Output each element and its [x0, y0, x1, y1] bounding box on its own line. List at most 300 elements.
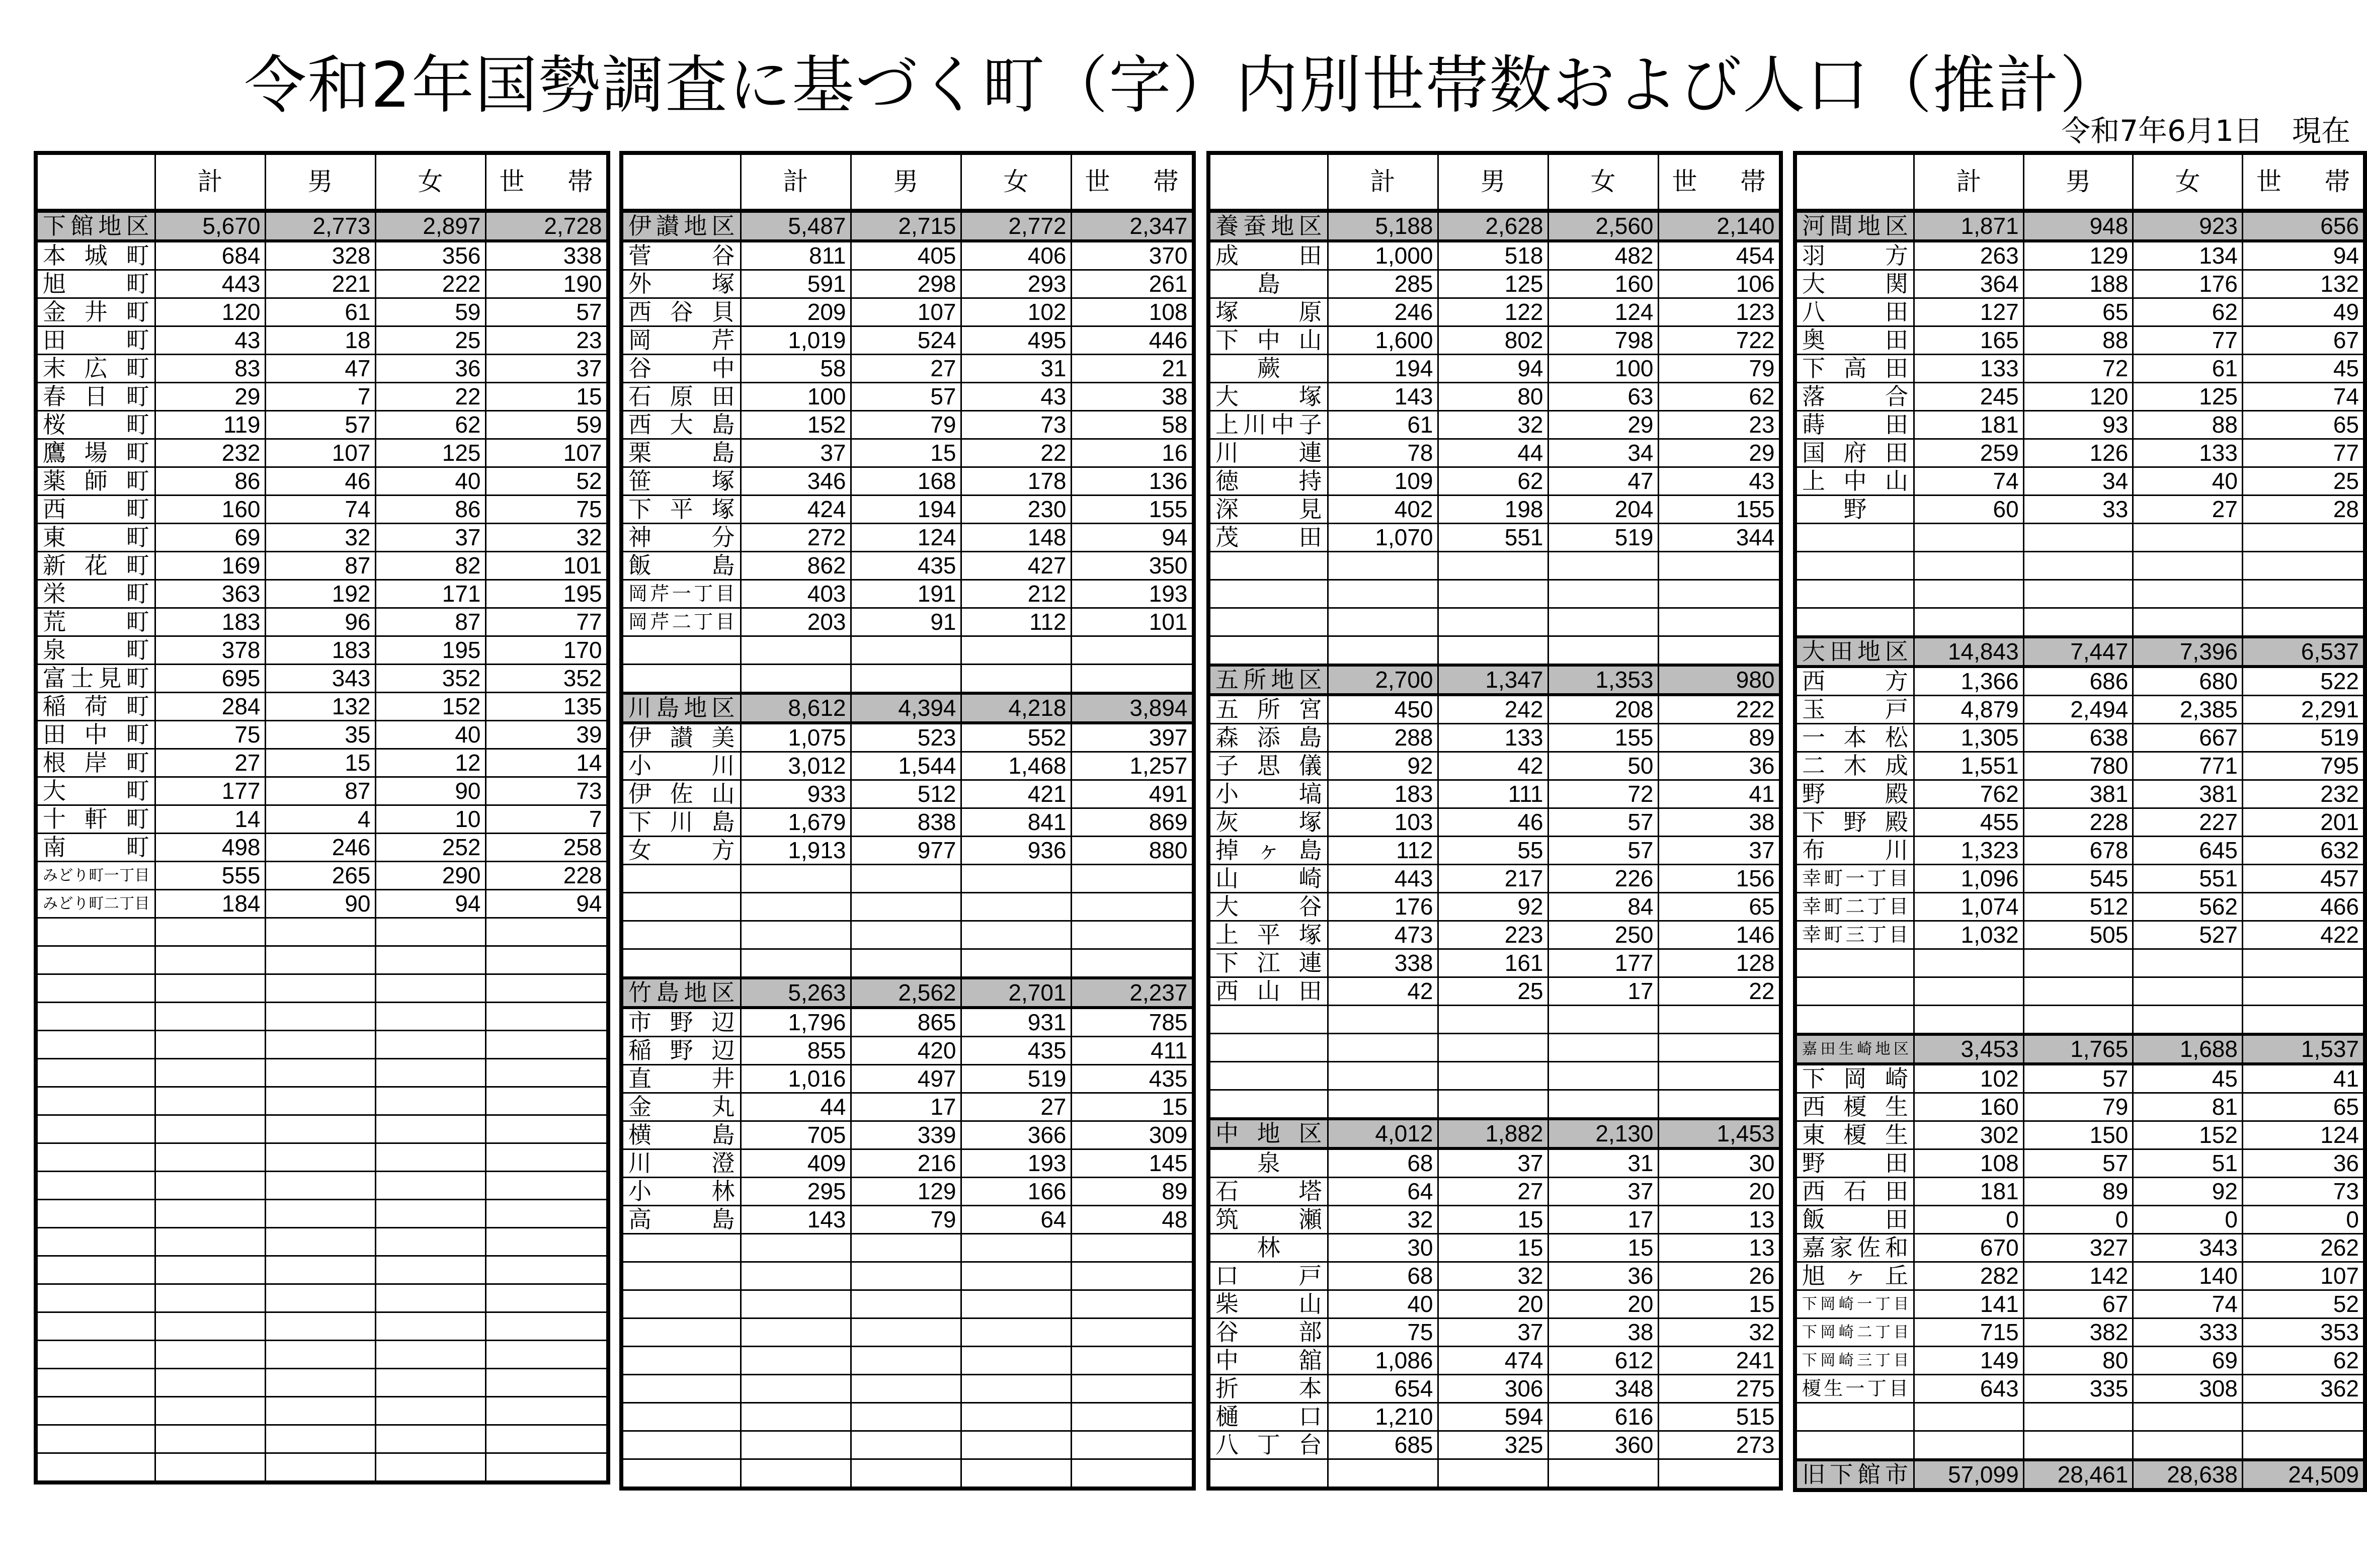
table-row [1795, 1347, 2365, 1375]
empty-cell [1914, 1431, 2024, 1460]
total-value: 1,019 [741, 326, 851, 355]
empty-row [621, 1403, 1194, 1431]
empty-cell [851, 636, 961, 665]
total-value: 705 [741, 1121, 851, 1149]
table-row [1795, 780, 2365, 808]
male-value: 2,628 [1438, 211, 1548, 241]
area-name: 筑 瀬 [1208, 1206, 1328, 1234]
household-value: 32 [485, 524, 608, 552]
household-value: 124 [2242, 1121, 2365, 1149]
female-value: 155 [1548, 724, 1658, 752]
female-value: 125 [2133, 383, 2243, 411]
empty-cell [1208, 1090, 1328, 1119]
area-name: 奥 田 [1795, 326, 1914, 355]
area-name: 中 地 区 [1208, 1119, 1328, 1148]
male-value: 34 [2023, 467, 2133, 496]
empty-row [1208, 1459, 1781, 1489]
empty-cell [1658, 636, 1781, 666]
total-value: 83 [155, 355, 265, 383]
empty-cell [961, 1262, 1071, 1290]
household-value: 23 [485, 326, 608, 355]
empty-cell [741, 1318, 851, 1347]
empty-cell [1208, 1062, 1328, 1090]
female-value: 29 [1548, 411, 1658, 439]
table-row [621, 1121, 1194, 1149]
empty-cell [155, 974, 265, 1003]
household-value: 1,537 [2242, 1034, 2365, 1064]
female-value: 495 [961, 326, 1071, 355]
area-name: 金 井 町 [36, 298, 155, 326]
empty-cell [1071, 921, 1194, 949]
header-row [36, 153, 608, 211]
empty-cell [1795, 1006, 1914, 1035]
area-name: 根 岸 町 [36, 749, 155, 777]
empty-cell [851, 1262, 961, 1290]
empty-cell [1438, 1006, 1548, 1034]
area-name: 金 丸 [621, 1093, 741, 1121]
empty-cell [1208, 552, 1328, 580]
female-value: 841 [961, 808, 1071, 837]
area-name: 玉 戸 [1795, 696, 1914, 724]
female-value: 133 [2133, 439, 2243, 467]
empty-cell [375, 1059, 485, 1087]
empty-cell [485, 1341, 608, 1369]
female-value: 333 [2133, 1318, 2243, 1347]
male-value: 120 [2023, 383, 2133, 411]
household-value: 261 [1071, 270, 1194, 298]
empty-cell [1914, 524, 2024, 552]
female-value: 31 [961, 355, 1071, 383]
empty-row [1208, 552, 1781, 580]
male-value: 865 [851, 1008, 961, 1037]
table-row [1795, 1206, 2365, 1234]
empty-cell [1071, 665, 1194, 694]
empty-cell [1795, 524, 1914, 552]
area-name: 西 方 [1795, 667, 1914, 696]
empty-cell [1071, 1262, 1194, 1290]
empty-cell [485, 1172, 608, 1200]
empty-cell [265, 1200, 375, 1228]
empty-cell [961, 865, 1071, 893]
male-value: 1,544 [851, 752, 961, 780]
area-name: 幸町一丁目 [1795, 865, 1914, 893]
empty-cell [265, 1397, 375, 1425]
empty-cell [265, 1284, 375, 1312]
empty-cell [1548, 580, 1658, 608]
empty-cell [741, 1347, 851, 1375]
total-value: 1,796 [741, 1008, 851, 1037]
table-row [1208, 1148, 1781, 1178]
table-row [1208, 270, 1781, 298]
total-value: 685 [1328, 1431, 1438, 1459]
empty-cell [2242, 1006, 2365, 1035]
table-row [1795, 1121, 2365, 1149]
empty-cell [851, 865, 961, 893]
male-value: 142 [2023, 1262, 2133, 1290]
area-name: 大 塚 [1208, 383, 1328, 411]
total-value: 44 [741, 1093, 851, 1121]
empty-row [36, 1200, 608, 1228]
empty-cell [1328, 1006, 1438, 1034]
household-value: 62 [1658, 383, 1781, 411]
total-value: 4,012 [1328, 1119, 1438, 1148]
area-name: 小 林 [621, 1178, 741, 1206]
area-name: 伊 佐 山 [621, 780, 741, 808]
empty-cell [36, 1003, 155, 1031]
female-value: 212 [961, 580, 1071, 608]
empty-cell [1658, 1090, 1781, 1119]
male-value: 80 [1438, 383, 1548, 411]
empty-row [36, 1172, 608, 1200]
table-row [1795, 1149, 2365, 1178]
table-row [1795, 326, 2365, 355]
male-value: 133 [1438, 724, 1548, 752]
household-value: 29 [1658, 439, 1781, 467]
household-value: 155 [1071, 496, 1194, 524]
empty-cell [2023, 1403, 2133, 1431]
empty-row [36, 1312, 608, 1341]
empty-cell [621, 636, 741, 665]
male-value: 551 [1438, 524, 1548, 552]
male-value: 79 [851, 1206, 961, 1234]
area-name: 大 町 [36, 777, 155, 805]
area-name: 森 添 島 [1208, 724, 1328, 752]
area-name: 女 方 [621, 837, 741, 865]
total-value: 3,012 [741, 752, 851, 780]
area-name: 折 本 [1208, 1375, 1328, 1403]
total-value: 5,263 [741, 978, 851, 1008]
household-value: 1,257 [1071, 752, 1194, 780]
empty-cell [851, 1347, 961, 1375]
area-name: 大 谷 [1208, 893, 1328, 921]
header-row [621, 153, 1194, 211]
male-value: 545 [2023, 865, 2133, 893]
household-value: 7 [485, 805, 608, 834]
area-name: 直 井 [621, 1065, 741, 1093]
female-value: 252 [375, 834, 485, 862]
table-row [1208, 241, 1781, 270]
total-value: 27 [155, 749, 265, 777]
table-row [36, 439, 608, 467]
male-value: 107 [265, 439, 375, 467]
total-value: 1,086 [1328, 1347, 1438, 1375]
empty-cell [1071, 1347, 1194, 1375]
table-row [36, 524, 608, 552]
male-value: 188 [2023, 270, 2133, 298]
total-value: 282 [1914, 1262, 2024, 1290]
female-value: 230 [961, 496, 1071, 524]
total-value: 143 [741, 1206, 851, 1234]
male-value: 125 [1438, 270, 1548, 298]
household-value: 65 [2242, 1093, 2365, 1121]
household-value: 350 [1071, 552, 1194, 580]
empty-cell [851, 921, 961, 949]
empty-cell [485, 1256, 608, 1284]
area-name: 八 田 [1795, 298, 1914, 326]
male-value: 57 [2023, 1149, 2133, 1178]
empty-cell [1071, 865, 1194, 893]
empty-cell [155, 1115, 265, 1143]
empty-cell [1071, 1431, 1194, 1459]
table-row [36, 862, 608, 890]
total-value: 302 [1914, 1121, 2024, 1149]
male-value: 80 [2023, 1347, 2133, 1375]
empty-cell [961, 1375, 1071, 1403]
empty-cell [1071, 1375, 1194, 1403]
empty-cell [961, 1318, 1071, 1347]
district-total-row [1208, 1119, 1781, 1148]
male-value: 325 [1438, 1431, 1548, 1459]
total-value: 1,871 [1914, 211, 2024, 241]
empty-cell [1071, 1459, 1194, 1489]
table-row [1208, 893, 1781, 921]
survey-date: 令和7年6月1日 現在 [2061, 114, 2350, 148]
female-value: 22 [375, 383, 485, 411]
table-row [1795, 1262, 2365, 1290]
column-header: 男 [1438, 153, 1548, 211]
area-name: みどり町一丁目 [36, 862, 155, 890]
empty-row [621, 1262, 1194, 1290]
male-value: 512 [2023, 893, 2133, 921]
empty-cell [851, 665, 961, 694]
empty-cell [1795, 977, 1914, 1006]
male-value: 343 [265, 665, 375, 693]
table-row [621, 837, 1194, 865]
household-value: 41 [1658, 780, 1781, 808]
table-row [36, 298, 608, 326]
female-value: 17 [1548, 977, 1658, 1006]
female-value: 931 [961, 1008, 1071, 1037]
empty-cell [36, 1115, 155, 1143]
female-value: 112 [961, 608, 1071, 636]
empty-row [621, 1347, 1194, 1375]
total-value: 152 [741, 411, 851, 439]
male-value: 111 [1438, 780, 1548, 808]
male-value: 838 [851, 808, 961, 837]
area-name: 桜 町 [36, 411, 155, 439]
female-value: 51 [2133, 1149, 2243, 1178]
column-header: 計 [155, 153, 265, 211]
table-row [1795, 355, 2365, 383]
female-value: 37 [375, 524, 485, 552]
empty-row [1795, 1403, 2365, 1431]
empty-cell [621, 949, 741, 978]
empty-cell [851, 1318, 961, 1347]
table-row [36, 777, 608, 805]
total-value: 762 [1914, 780, 2024, 808]
table-row [1795, 724, 2365, 752]
table-row [1795, 1064, 2365, 1093]
male-value: 27 [851, 355, 961, 383]
empty-cell [1208, 580, 1328, 608]
table-row [1795, 667, 2365, 696]
household-value: 22 [1658, 977, 1781, 1006]
empty-cell [265, 1059, 375, 1087]
female-value: 936 [961, 837, 1071, 865]
empty-cell [485, 1059, 608, 1087]
household-value: 2,291 [2242, 696, 2365, 724]
empty-cell [265, 1228, 375, 1256]
total-value: 8,612 [741, 693, 851, 723]
male-value: 15 [1438, 1234, 1548, 1262]
empty-cell [485, 1115, 608, 1143]
empty-row [36, 1031, 608, 1059]
empty-cell [265, 1425, 375, 1453]
area-name: 二 木 成 [1795, 752, 1914, 780]
table-row [1208, 865, 1781, 893]
empty-cell [155, 1003, 265, 1031]
table-row [1208, 383, 1781, 411]
total-value: 1,070 [1328, 524, 1438, 552]
empty-cell [2242, 608, 2365, 637]
empty-cell [375, 1397, 485, 1425]
area-name: 伊讃地区 [621, 211, 741, 241]
empty-cell [1438, 1090, 1548, 1119]
male-value: 18 [265, 326, 375, 355]
household-value: 170 [485, 636, 608, 665]
table-row [1208, 1375, 1781, 1403]
total-value: 176 [1328, 893, 1438, 921]
household-value: 59 [485, 411, 608, 439]
table-row [1795, 1375, 2365, 1403]
table-row [621, 1093, 1194, 1121]
area-name: 鷹 場 町 [36, 439, 155, 467]
empty-row [621, 636, 1194, 665]
male-value: 17 [851, 1093, 961, 1121]
empty-row [1795, 580, 2365, 608]
table-row [36, 355, 608, 383]
household-value: 344 [1658, 524, 1781, 552]
empty-cell [155, 1369, 265, 1397]
female-value: 10 [375, 805, 485, 834]
female-value: 208 [1548, 695, 1658, 724]
area-name: 上 中 山 [1795, 467, 1914, 496]
area-name: 稲 荷 町 [36, 693, 155, 721]
table-row [1208, 977, 1781, 1006]
empty-cell [2242, 580, 2365, 608]
empty-cell [36, 1284, 155, 1312]
empty-cell [621, 1375, 741, 1403]
household-value: 38 [1658, 808, 1781, 837]
empty-cell [375, 946, 485, 974]
table-row [1208, 355, 1781, 383]
total-value: 60 [1914, 496, 2024, 524]
female-value: 36 [1548, 1262, 1658, 1290]
area-name: 外 塚 [621, 270, 741, 298]
total-value: 288 [1328, 724, 1438, 752]
empty-row [36, 1341, 608, 1369]
household-value: 370 [1071, 241, 1194, 270]
column-header: 世 帯 [1071, 153, 1194, 211]
empty-cell [1208, 1459, 1328, 1489]
empty-cell [741, 1403, 851, 1431]
area-name: 岡 芹 [621, 326, 741, 355]
table-row [1795, 1234, 2365, 1262]
household-value: 36 [2242, 1149, 2365, 1178]
column-header [1208, 153, 1328, 211]
area-name: 子 思 儀 [1208, 752, 1328, 780]
area-name: 大田地区 [1795, 637, 1914, 667]
male-value: 132 [265, 693, 375, 721]
total-value: 455 [1914, 808, 2024, 837]
population-table-3 [1206, 151, 1783, 1491]
area-name: 栄 町 [36, 580, 155, 608]
table-row [621, 723, 1194, 752]
household-value: 362 [2242, 1375, 2365, 1403]
total-value: 555 [155, 862, 265, 890]
empty-cell [36, 974, 155, 1003]
female-value: 290 [375, 862, 485, 890]
male-value: 87 [265, 777, 375, 805]
table-row [1795, 808, 2365, 837]
household-value: 74 [2242, 383, 2365, 411]
empty-cell [851, 1234, 961, 1262]
male-value: 474 [1438, 1347, 1548, 1375]
household-value: 869 [1071, 808, 1194, 837]
empty-cell [265, 1453, 375, 1483]
empty-cell [621, 893, 741, 921]
empty-cell [1208, 608, 1328, 636]
column-header: 女 [961, 153, 1071, 211]
district-total-row [621, 978, 1194, 1008]
total-value: 643 [1914, 1375, 2024, 1403]
empty-row [1795, 977, 2365, 1006]
male-value: 42 [1438, 752, 1548, 780]
female-value: 348 [1548, 1375, 1658, 1403]
empty-cell [2242, 949, 2365, 977]
household-value: 52 [485, 467, 608, 496]
household-value: 795 [2242, 752, 2365, 780]
male-value: 15 [851, 439, 961, 467]
table-row [621, 580, 1194, 608]
column-header: 計 [1328, 153, 1438, 211]
empty-cell [851, 1375, 961, 1403]
total-value: 684 [155, 241, 265, 270]
empty-cell [1548, 1062, 1658, 1090]
area-name: 養蚕地区 [1208, 211, 1328, 241]
table-row [1795, 383, 2365, 411]
area-name: 河間地区 [1795, 211, 1914, 241]
female-value: 250 [1548, 921, 1658, 949]
female-value: 17 [1548, 1206, 1658, 1234]
empty-cell [36, 1397, 155, 1425]
empty-row [36, 1228, 608, 1256]
household-value: 632 [2242, 837, 2365, 865]
empty-cell [1328, 1090, 1438, 1119]
empty-row [1795, 949, 2365, 977]
empty-cell [375, 974, 485, 1003]
total-value: 203 [741, 608, 851, 636]
table-row [1208, 837, 1781, 865]
male-value: 32 [1438, 1262, 1548, 1290]
header-row [1795, 153, 2365, 211]
empty-cell [1914, 608, 2024, 637]
male-value: 1,882 [1438, 1119, 1548, 1148]
female-value: 148 [961, 524, 1071, 552]
empty-row [1208, 1034, 1781, 1062]
household-value: 41 [2242, 1064, 2365, 1093]
total-value: 1,305 [1914, 724, 2024, 752]
total-value: 715 [1914, 1318, 2024, 1347]
male-value: 638 [2023, 724, 2133, 752]
empty-row [621, 665, 1194, 694]
female-value: 61 [2133, 355, 2243, 383]
total-value: 409 [741, 1149, 851, 1178]
empty-cell [265, 1369, 375, 1397]
total-value: 1,075 [741, 723, 851, 752]
female-value: 20 [1548, 1290, 1658, 1318]
household-value: 2,728 [485, 211, 608, 241]
